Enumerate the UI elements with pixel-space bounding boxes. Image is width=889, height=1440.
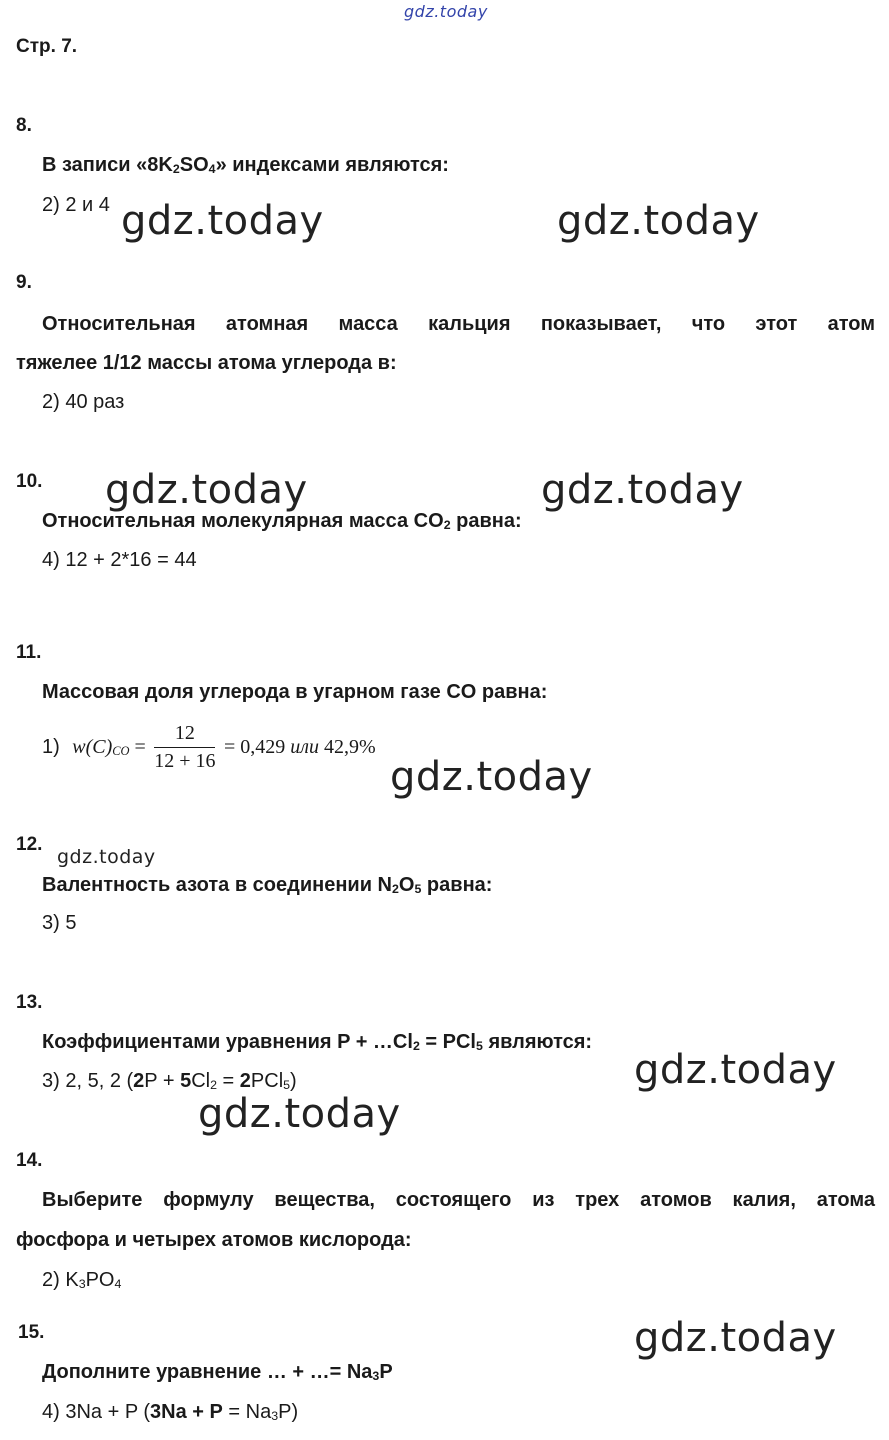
answer-9: 2) 40 раз bbox=[42, 391, 125, 413]
answer-11: 1) $w(C)_{CO}$ = $\frac{12}{12 + 16}$ = 0,429 или 42,9% bbox=[42, 722, 376, 772]
watermark: gdz.today bbox=[198, 1091, 401, 1137]
question-number-12: 12. bbox=[16, 834, 43, 855]
answer-13: 3) 2, 5, 2 $(2P + 5Cl_2 = 2PCl_5)$ bbox=[42, 1070, 297, 1092]
question-number-8: 8. bbox=[16, 115, 32, 136]
question-number-9: 9. bbox=[16, 272, 32, 293]
answer-10: 4) 12 + 2*16 = 44 bbox=[42, 549, 197, 571]
question-9-line-2: тяжелее 1/12 массы атома углерода в: bbox=[16, 352, 397, 374]
question-number-11: 11. bbox=[16, 642, 42, 663]
question-12-text: Валентность азота в соединении $N_2O_5$ равна: bbox=[42, 874, 493, 896]
question-9-line-1: Относительная атомная масса кальция показывает, что этот атом bbox=[42, 313, 875, 335]
watermark: gdz.today bbox=[541, 467, 744, 513]
watermark: gdz.today bbox=[634, 1047, 837, 1093]
watermark: gdz.today bbox=[557, 198, 760, 244]
question-15-text: Дополните уравнение … + …= $Na_3P$ bbox=[42, 1361, 393, 1383]
question-number-10: 10. bbox=[16, 471, 43, 492]
fraction: $\frac{12}{12 + 16}$ bbox=[154, 722, 216, 772]
watermark: gdz.today bbox=[390, 754, 593, 800]
question-number-15: 15. bbox=[18, 1322, 45, 1343]
watermark: gdz.today bbox=[105, 467, 308, 513]
question-number-13: 13. bbox=[16, 992, 43, 1013]
watermark-top: gdz.today bbox=[404, 2, 488, 21]
question-10-text: Относительная молекулярная масса $CO_2$ равна: bbox=[42, 510, 522, 532]
answer-12: 3) 5 bbox=[42, 912, 77, 934]
page-label: Стр. 7. bbox=[16, 36, 78, 57]
watermark: gdz.today bbox=[121, 198, 324, 244]
question-14-line-2: фосфора и четырех атомов кислорода: bbox=[16, 1229, 412, 1251]
mass-fraction-formula: $w(C)_{CO}$ = bbox=[72, 736, 146, 758]
answer-15: 4) 3Na + P $(3Na + P = Na_3P)$ bbox=[42, 1401, 299, 1423]
question-13-text: Коэффициентами уравнения $P + \dots Cl_2 = PCl_5$ являются: bbox=[42, 1031, 593, 1053]
question-8-text: В записи «$8K_2SO_4$» индексами являются: bbox=[42, 154, 449, 176]
answer-14: 2) $K_3PO_4$ bbox=[42, 1269, 122, 1291]
question-number-14: 14. bbox=[16, 1150, 43, 1171]
question-11-text: Массовая доля углерода в угарном газе CO равна: bbox=[42, 681, 548, 703]
answer-8: 2) 2 и 4 bbox=[42, 194, 110, 216]
watermark: gdz.today bbox=[634, 1315, 837, 1361]
question-14-line-1: Выберите формулу вещества, состоящего из трех атомов калия, атома bbox=[42, 1189, 875, 1211]
watermark: gdz.today bbox=[57, 846, 156, 868]
